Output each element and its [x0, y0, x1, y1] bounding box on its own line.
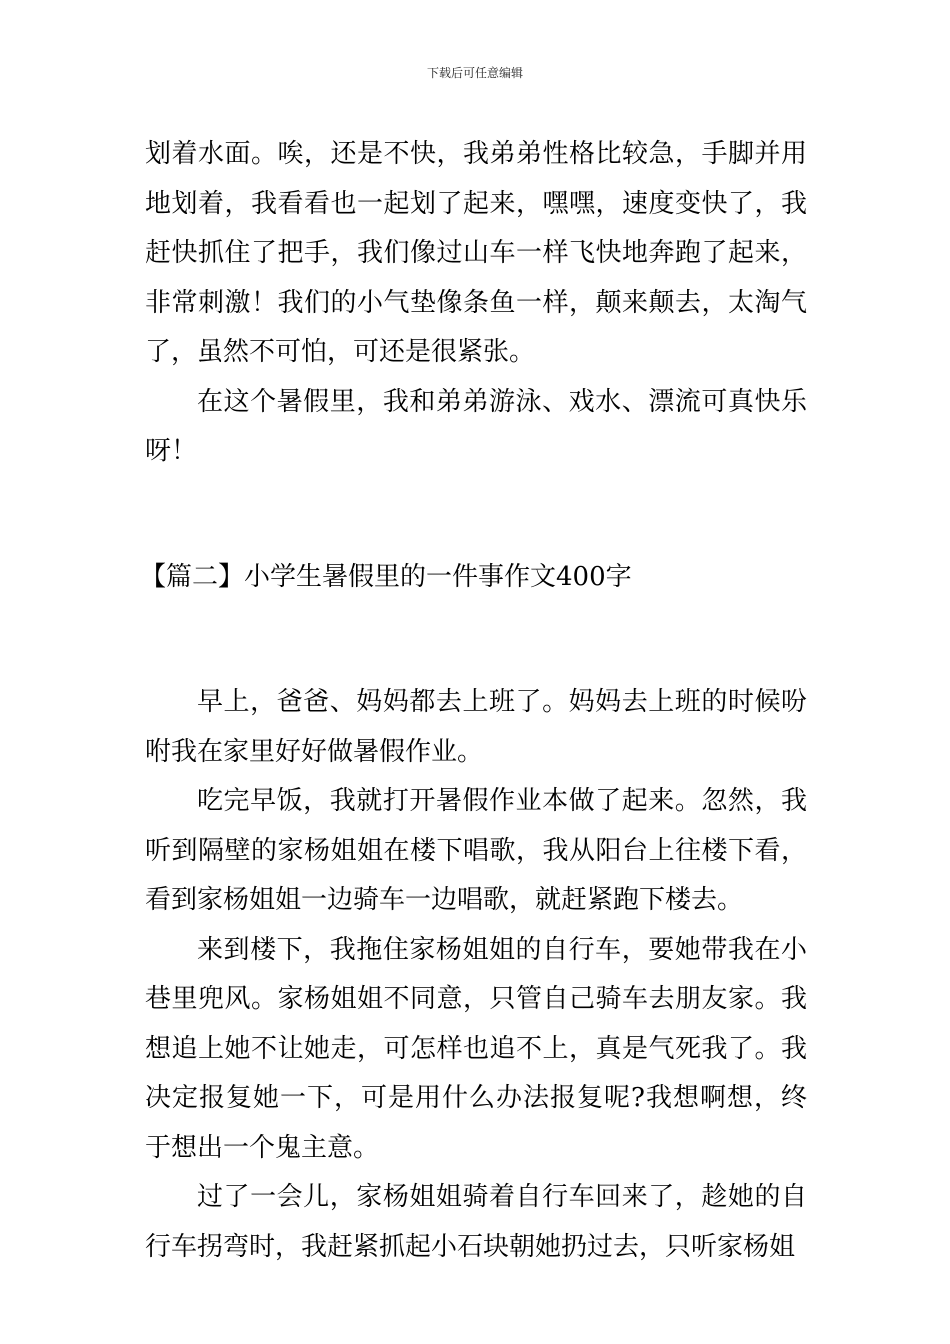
page-header: 下载后可任意编辑	[426, 66, 523, 80]
paragraph: 过了一会儿，家杨姐姐骑着自行车回来了，趁她的自行车拐弯时，我赶紧抓起小石块朝她扔过去，只听家杨姐	[145, 1182, 807, 1262]
section-title: 【篇二】小学生暑假里的一件事作文400字	[140, 561, 632, 592]
document-body	[140, 130, 807, 1272]
paragraph: 早上，爸爸、妈妈都去上班了。妈妈去上班的时候吩咐我在家里好好做暑假作业。	[145, 687, 807, 767]
section-two	[145, 678, 807, 1272]
paragraph: 划着水面。唉，还是不快，我弟弟性格比较急，手脚并用地划着，我看看也一起划了起来，嘿嘿，速度变快了，我赶快抓住了把手，我们像过山车一样飞快地奔跑了起来，非常刺激！我们的小气垫像条鱼一样，颠来颠去，太淘气了，虽然不可怕，可还是很紧张。	[145, 139, 807, 367]
paragraph: 吃完早饭，我就打开暑假作业本做了起来。忽然，我听到隔壁的家杨姐姐在楼下唱歌，我从阳台上往楼下看，看到家杨姐姐一边骑车一边唱歌，就赶紧跑下楼去。	[145, 786, 807, 915]
section-one	[145, 130, 807, 477]
paragraph: 在这个暑假里，我和弟弟游泳、戏水、漂流可真快乐呀！	[145, 386, 807, 466]
paragraph: 来到楼下，我拖住家杨姐姐的自行车，要她带我在小巷里兜风。家杨姐姐不同意，只管自己骑车去朋友家。我想追上她不让她走，可怎样也追不上，真是气死我了。我决定报复她一下，可是用什么办法报复呢?我想啊想，终于想出一个鬼主意。	[145, 934, 807, 1163]
